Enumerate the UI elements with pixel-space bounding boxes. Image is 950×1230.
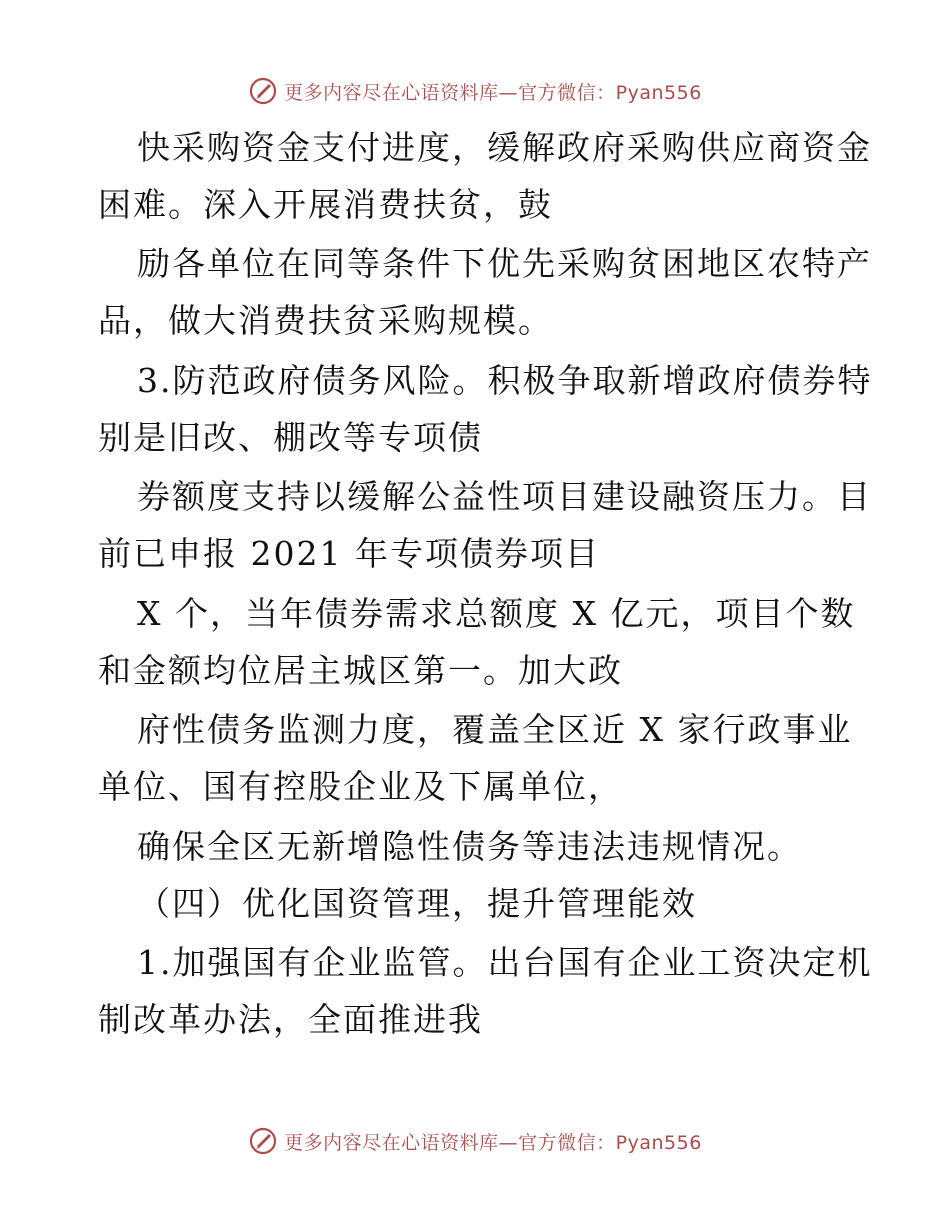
body-line: 品，做大消费扶贫采购规模。	[98, 301, 553, 340]
header-watermark	[0, 76, 950, 106]
body-line: 快采购资金支付进度，缓解政府采购供应商资金	[137, 128, 872, 167]
body-line: 励各单位在同等条件下优先采购贫困地区农特产	[137, 244, 872, 283]
body-line: 前已申报 2021 年专项债券项目	[98, 534, 600, 573]
body-line: 困难。深入开展消费扶贫，鼓	[98, 185, 553, 224]
body-line: 券额度支持以缓解公益性项目建设融资压力。目	[137, 477, 872, 516]
watermark-text: 更多内容尽在心语资料库—官方微信：Pyan556	[284, 1131, 702, 1154]
body-line: 1.加强国有企业监管。出台国有企业工资决定机	[137, 943, 873, 982]
section-heading: （四）优化国资管理，提升管理能效	[137, 884, 697, 923]
body-line: 别是旧改、棚改等专项债	[98, 418, 483, 457]
body-line: 和金额均位居主城区第一。加大政	[98, 651, 623, 690]
body-line: 府性债务监测力度，覆盖全区近 X 家行政事业	[137, 710, 853, 749]
body-line: 3.防范政府债务风险。积极争取新增政府债券特	[137, 361, 873, 400]
body-line: X 个，当年债券需求总额度 X 亿元，项目个数	[137, 594, 856, 633]
footer-watermark	[0, 1126, 950, 1156]
body-line: 单位、国有控股企业及下属单位，	[98, 767, 623, 806]
watermark-logo-icon	[248, 1126, 278, 1156]
watermark-logo-icon	[248, 76, 278, 106]
body-line: 制改革办法，全面推进我	[98, 1000, 483, 1039]
body-line: 确保全区无新增隐性债务等违法违规情况。	[137, 827, 802, 866]
watermark-text: 更多内容尽在心语资料库—官方微信：Pyan556	[284, 81, 702, 104]
